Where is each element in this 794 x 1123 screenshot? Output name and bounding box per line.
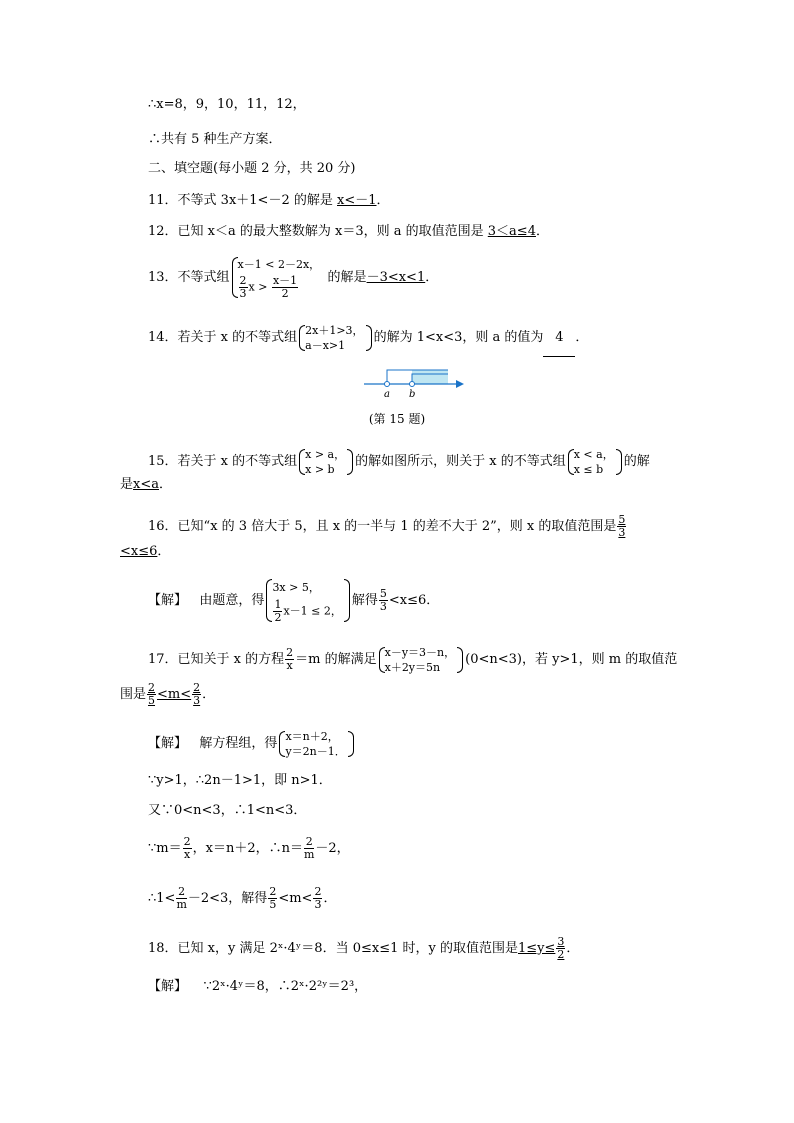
question-18: 18．已知 x，y 满足 2ˣ·4ʸ＝8．当 0≤x≤1 时，y 的取值范围是1≤y≤ $\frac{3}{2}$ ． — [148, 935, 580, 961]
q13-row2: $\frac{2}{3}$ x > $\frac{x-1}{2}$ — [239, 274, 298, 300]
question-17-line2: 围是 $\frac{2}{5}$ <m< $\frac{2}{3}$ ． — [120, 681, 216, 707]
q17-step-4: ∴1< $\frac{2}{m}$ －2<3，解得 $\frac{2}{5}$ <m< $\frac{2}{3}$ ． — [148, 885, 337, 911]
section-heading: 二、填空题(每小题 2 分，共 20 分) — [148, 161, 356, 176]
q16-answer-frac: $\frac{5}{3}$ — [618, 513, 626, 539]
q13-answer: －3<x<1 — [366, 270, 426, 285]
q16-solution: 【解】 由题意，得 3x > 5， $\frac{1}{2}$ x－1 ≤ 2， 解得 $\frac{5}{3}$ <x≤6． — [148, 573, 439, 629]
line-plans: ∴共有 5 种生产方案． — [148, 132, 282, 147]
question-15-line2: 是x<a． — [120, 477, 173, 492]
point-a — [385, 382, 390, 387]
number-line-figure — [360, 364, 470, 400]
q17-step-2: 又∵0<n<3，∴1<n<3． — [148, 803, 307, 818]
q16-system: 3x > 5， $\frac{1}{2}$ x－1 ≤ 2， — [266, 577, 349, 624]
q13-system — [232, 255, 326, 300]
q17-step-3: ∵m＝ $\frac{2}{x}$ ，x＝n＋2，∴n＝ $\frac{2}{m}$ －2， — [148, 835, 350, 861]
question-15: 15．若关于 x 的不等式组 x > a， x > b 的解如图所示，则关于 x 的不等式组 x < a， x ≤ b 的解 — [148, 447, 650, 476]
q17-system: x－y＝3－n， x＋2y＝5n — [379, 645, 464, 675]
q15-system-2: x < a， x ≤ b — [568, 447, 622, 477]
q14-mid: 的解为 1<x<3，则 a 的值为 — [373, 330, 544, 345]
point-b — [410, 382, 415, 387]
axis-arrow — [456, 380, 464, 388]
label-b: b — [409, 389, 416, 400]
question-16: 16．已知“x 的 3 倍大于 5，且 x 的一半与 1 的差不大于 2”，则 x 的取值范围是 $\frac{5}{3}$ — [148, 513, 626, 539]
line-x-values: ∴x=8，9，10，11，12， — [148, 97, 306, 112]
q18-answer: 1≤y≤ — [517, 941, 556, 956]
q11-answer: x<－1 — [337, 193, 377, 208]
question-12: 12．已知 x＜a 的最大整数解为 x＝3，则 a 的取值范围是 3＜a≤4． — [148, 224, 549, 239]
q13-row1: x－1 < 2－2x， — [237, 258, 321, 271]
q16-answer: <x≤6 — [120, 544, 158, 559]
label-a: a — [384, 389, 390, 400]
q15-answer: x<a — [133, 477, 159, 492]
q13-text: 13．不等式组 — [148, 270, 230, 285]
q17-step-1: ∵y>1，∴2n－1>1，即 n>1． — [148, 773, 332, 788]
question-13: 13．不等式组 x－1 < 2－2x， $\frac{2}{3}$ x > $\frac{x-1}{2}$ 的解是－3<x<1． — [148, 254, 438, 302]
q13-mid: 的解是 — [327, 270, 367, 285]
question-11: 11．不等式 3x＋1<－2 的解是 x<－1． — [148, 193, 390, 208]
question-14: 14．若关于 x 的不等式组 2x＋1>3， a－x>1 的解为 1<x<3，则 a 的值为 4 ． — [148, 320, 588, 357]
q17-solution: 【解】 解方程组，得 x＝n＋2， y＝2n－1． — [148, 726, 356, 762]
q18-solution: 【解】 ∵2ˣ·4ʸ＝8，∴2ˣ·2²ʸ＝2³， — [148, 979, 368, 994]
q15-system-1: x > a， x > b — [299, 447, 353, 477]
q14-text: 14．若关于 x 的不等式组 — [148, 330, 298, 345]
figure-caption: (第 15 题) — [368, 412, 426, 426]
q12-text: 12．已知 x＜a 的最大整数解为 x＝3，则 a 的取值范围是 — [148, 224, 484, 239]
q12-answer: 3＜a≤4 — [487, 224, 536, 239]
q11-text: 11．不等式 3x＋1<－2 的解是 — [148, 193, 333, 208]
q14-answer: 4 — [543, 320, 575, 357]
solution-shading — [412, 370, 448, 384]
question-16-line2: <x≤6． — [120, 544, 171, 559]
q17-solution-system: x＝n＋2， y＝2n－1． — [279, 729, 353, 759]
q14-system: 2x＋1>3， a－x>1 — [299, 323, 371, 353]
question-17: 17．已知关于 x 的方程 $\frac{2}{x}$ ＝m 的解满足 x－y＝3－n， x＋2y＝5n (0<n<3)，若 y>1，则 m 的取值范 — [148, 645, 678, 674]
